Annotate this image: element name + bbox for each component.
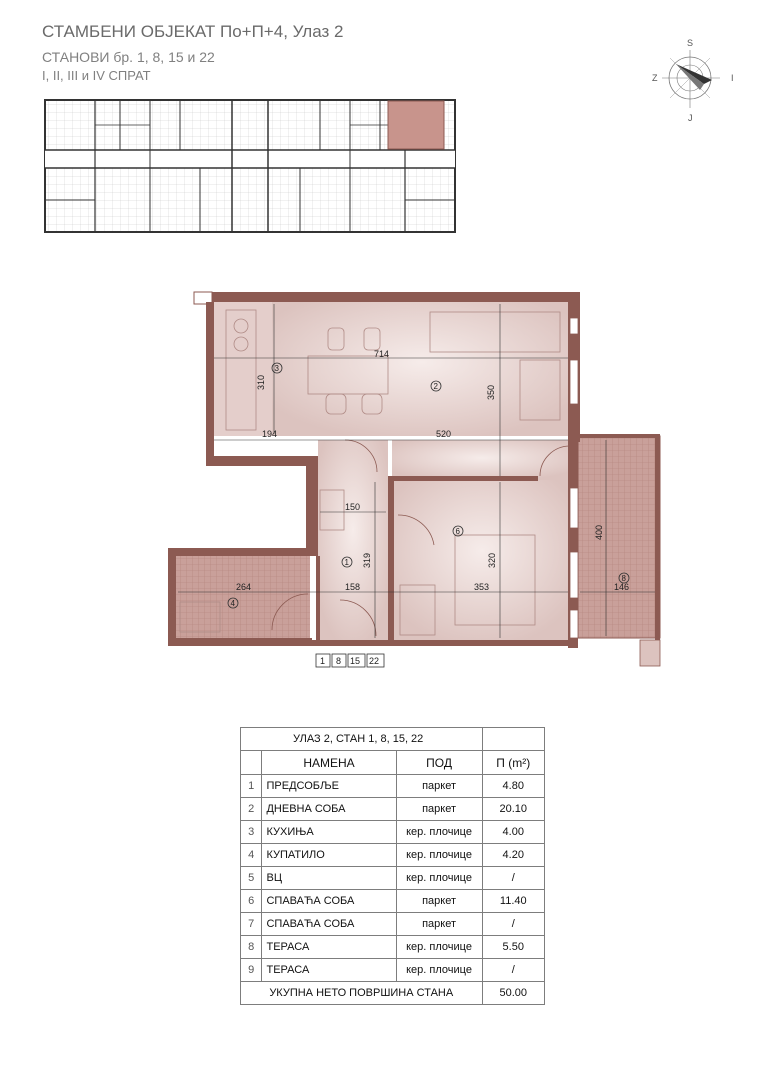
apt-number-22: 22 <box>369 656 380 666</box>
dim-158: 158 <box>345 582 361 592</box>
dim-150: 150 <box>345 502 361 512</box>
table-cell: кер. плочице <box>396 867 482 890</box>
dim-520: 520 <box>436 429 452 439</box>
table-cell: паркет <box>396 775 482 798</box>
table-cell: кер. плочице <box>396 959 482 982</box>
room-2-marker: 2 <box>433 382 438 391</box>
floors-label: I, II, III и IV СПРАТ <box>42 68 151 83</box>
table-cell: ВЦ <box>262 867 396 890</box>
table-cell: 1 <box>241 775 262 798</box>
table-row <box>241 844 545 867</box>
dim-310: 310 <box>256 374 266 390</box>
table-cell: / <box>482 867 544 890</box>
header-floor: ПОД <box>396 751 482 775</box>
table-row <box>241 959 545 982</box>
apt-number-8: 8 <box>336 656 342 666</box>
building-title: СТАМБЕНИ ОБЈЕКАТ По+П+4, Улаз 2 <box>42 22 344 41</box>
table-cell: 5 <box>241 867 262 890</box>
compass-s: S <box>687 38 694 48</box>
table-cell: ТЕРАСА <box>262 959 396 982</box>
table-cell: паркет <box>396 890 482 913</box>
table-cell: ДНЕВНА СОБА <box>262 798 396 821</box>
table-cell: 7 <box>241 913 262 936</box>
dim-353: 353 <box>474 582 490 592</box>
table-row <box>241 936 545 959</box>
header-area: П (m²) <box>482 751 544 775</box>
key-plan <box>45 100 455 232</box>
dim-714: 714 <box>374 349 390 359</box>
dim-319: 319 <box>362 552 372 568</box>
total-label: УКУПНА НЕТО ПОВРШИНА СТАНА <box>241 982 483 1005</box>
room-schedule-table <box>240 727 545 1005</box>
table-cell: паркет <box>396 913 482 936</box>
table-row <box>241 798 545 821</box>
table-cell: ТЕРАСА <box>262 936 396 959</box>
table-cell: 4.00 <box>482 821 544 844</box>
table-cell: паркет <box>396 798 482 821</box>
dim-264: 264 <box>236 582 252 592</box>
room-6-marker: 6 <box>455 527 460 536</box>
room-1-marker: 1 <box>344 558 349 567</box>
total-value: 50.00 <box>482 982 544 1005</box>
table-row <box>241 867 545 890</box>
header-name: НАМЕНА <box>262 751 396 775</box>
table-title: УЛАЗ 2, СТАН 1, 8, 15, 22 <box>241 728 483 751</box>
dim-146: 146 <box>614 582 630 592</box>
table-row <box>241 890 545 913</box>
dim-400: 400 <box>594 524 604 540</box>
table-cell: / <box>482 913 544 936</box>
table-header-row <box>241 751 545 775</box>
table-cell: СПАВАЋА СОБА <box>262 890 396 913</box>
table-cell: кер. плочице <box>396 936 482 959</box>
compass-j: J <box>688 113 693 123</box>
compass-rose <box>662 50 720 108</box>
table-row <box>241 821 545 844</box>
compass-z: Z <box>652 73 658 83</box>
table-cell: 4 <box>241 844 262 867</box>
table-row <box>241 775 545 798</box>
table-cell: ПРЕДСОБЉЕ <box>262 775 396 798</box>
table-cell: / <box>482 959 544 982</box>
table-cell: КУХИЊА <box>262 821 396 844</box>
table-cell: 4.80 <box>482 775 544 798</box>
table-cell: 8 <box>241 936 262 959</box>
dim-194: 194 <box>262 429 278 439</box>
table-cell: СПАВАЋА СОБА <box>262 913 396 936</box>
table-cell: 9 <box>241 959 262 982</box>
apt-number-1: 1 <box>320 656 326 666</box>
table-cell: 2 <box>241 798 262 821</box>
compass-i: I <box>731 73 734 83</box>
apartment-plan <box>168 292 660 667</box>
table-total-row <box>241 982 545 1005</box>
apartments-subtitle: СТАНОВИ бр. 1, 8, 15 и 22 <box>42 49 215 65</box>
table-cell: кер. плочице <box>396 844 482 867</box>
table-cell: 6 <box>241 890 262 913</box>
room-8-marker: 8 <box>621 574 626 583</box>
table-title-row <box>241 728 545 751</box>
dim-350: 350 <box>486 384 496 400</box>
table-cell: 3 <box>241 821 262 844</box>
table-cell: 11.40 <box>482 890 544 913</box>
table-cell: КУПАТИЛО <box>262 844 396 867</box>
table-cell: 5.50 <box>482 936 544 959</box>
dim-320: 320 <box>487 552 497 568</box>
apt-number-15: 15 <box>350 656 361 666</box>
table-row <box>241 913 545 936</box>
room-3-marker: 3 <box>274 364 279 373</box>
table-cell: кер. плочице <box>396 821 482 844</box>
table-cell: 20.10 <box>482 798 544 821</box>
table-cell: 4.20 <box>482 844 544 867</box>
room-4-marker: 4 <box>230 599 235 608</box>
